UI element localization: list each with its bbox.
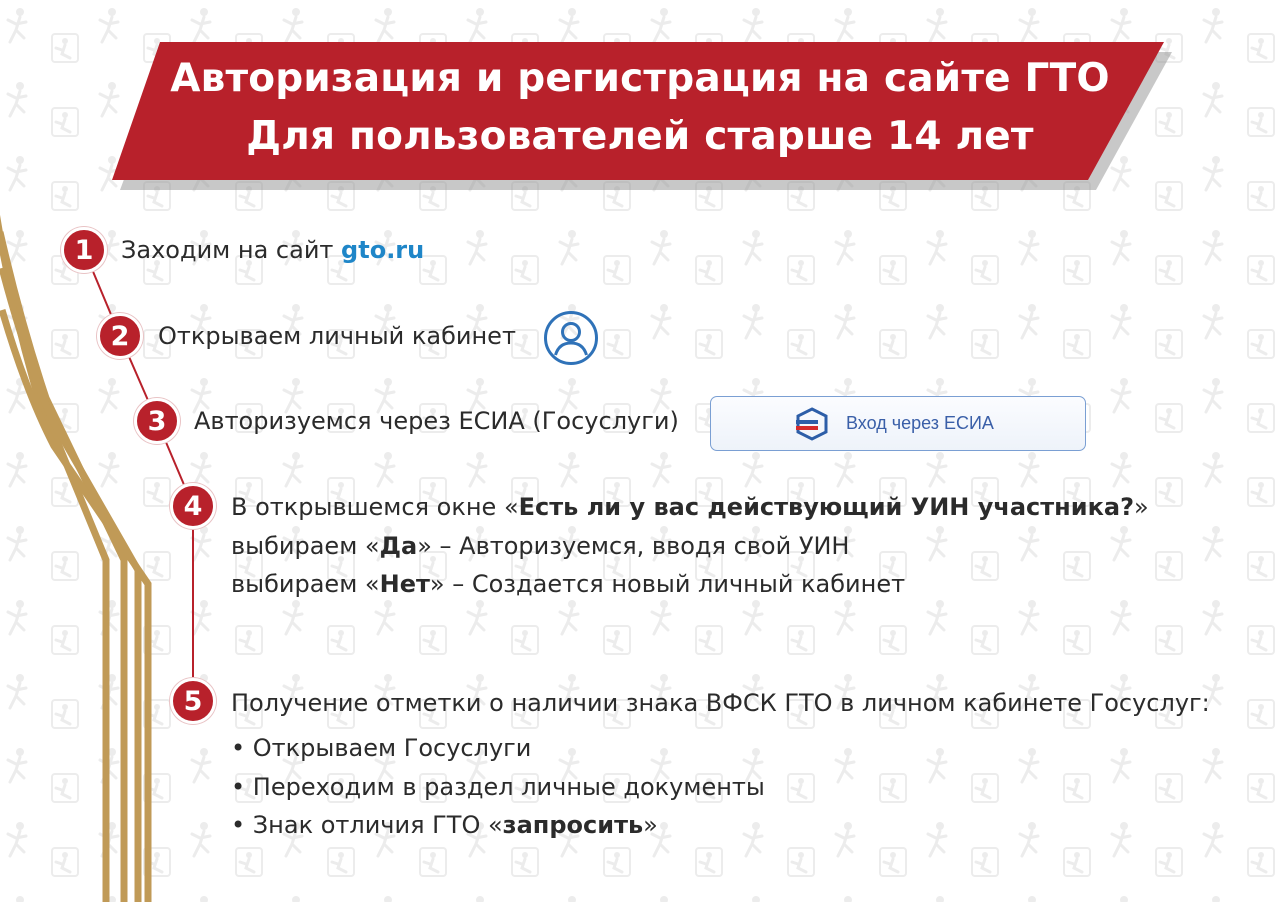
step-1-label: Заходим на сайт xyxy=(121,236,342,264)
step-1-text xyxy=(121,231,424,269)
profile-icon[interactable] xyxy=(543,310,599,366)
step-3-badge: 3 xyxy=(134,398,180,444)
step-2-text: Открываем личный кабинет xyxy=(158,322,516,350)
step-5-badge: 5 xyxy=(170,678,216,724)
step-4-line-1-prefix: В открывшемся окне « xyxy=(231,493,519,521)
step-4-line-2-suffix: » – Авторизуемся, вводя свой УИН xyxy=(417,532,850,560)
list-item xyxy=(231,806,765,845)
list-item: • Открываем Госуслуги xyxy=(231,734,532,762)
step-4-yes: Да xyxy=(379,532,418,560)
step-4-question: Есть ли у вас действующий УИН участника? xyxy=(518,493,1134,521)
step-4-badge: 4 xyxy=(170,483,216,529)
esia-logo-icon xyxy=(794,407,830,441)
list-item-suffix: » xyxy=(643,811,658,839)
step-4-line-1-suffix: » xyxy=(1134,493,1149,521)
page-title: Авторизация и регистрация на сайте ГТО xyxy=(170,56,1110,101)
list-item: • Переходим в раздел личные документы xyxy=(231,772,765,801)
page-subtitle: Для пользователей старше 14 лет xyxy=(246,114,1034,159)
step-4-no: Нет xyxy=(379,570,430,598)
step-4-line-2-prefix: выбираем « xyxy=(231,532,380,560)
step-4-line-3 xyxy=(231,565,905,603)
step-3-text: Авторизуемся через ЕСИА (Госуслуги) xyxy=(194,407,679,435)
step-4-line-3-suffix: » – Создается новый личный кабинет xyxy=(429,570,906,598)
esia-button-label: Вход через ЕСИА xyxy=(846,413,994,433)
request-action-text: запросить xyxy=(502,811,644,839)
step-1-badge: 1 xyxy=(61,227,107,273)
step-5-text: Получение отметки о наличии знака ВФСК ГТО в личном кабинете Госуслуг: xyxy=(231,689,1210,717)
list-item-prefix: • Знак отличия ГТО « xyxy=(231,811,503,839)
step-4-line-2 xyxy=(231,527,849,565)
step-2-badge: 2 xyxy=(97,313,143,359)
step-4-line-1 xyxy=(231,488,1149,526)
gto-link[interactable]: gto.ru xyxy=(341,236,425,264)
step-5-bullet-list xyxy=(231,729,765,845)
step-4-line-3-prefix: выбираем « xyxy=(231,570,380,598)
esia-login-button[interactable] xyxy=(710,396,1086,451)
